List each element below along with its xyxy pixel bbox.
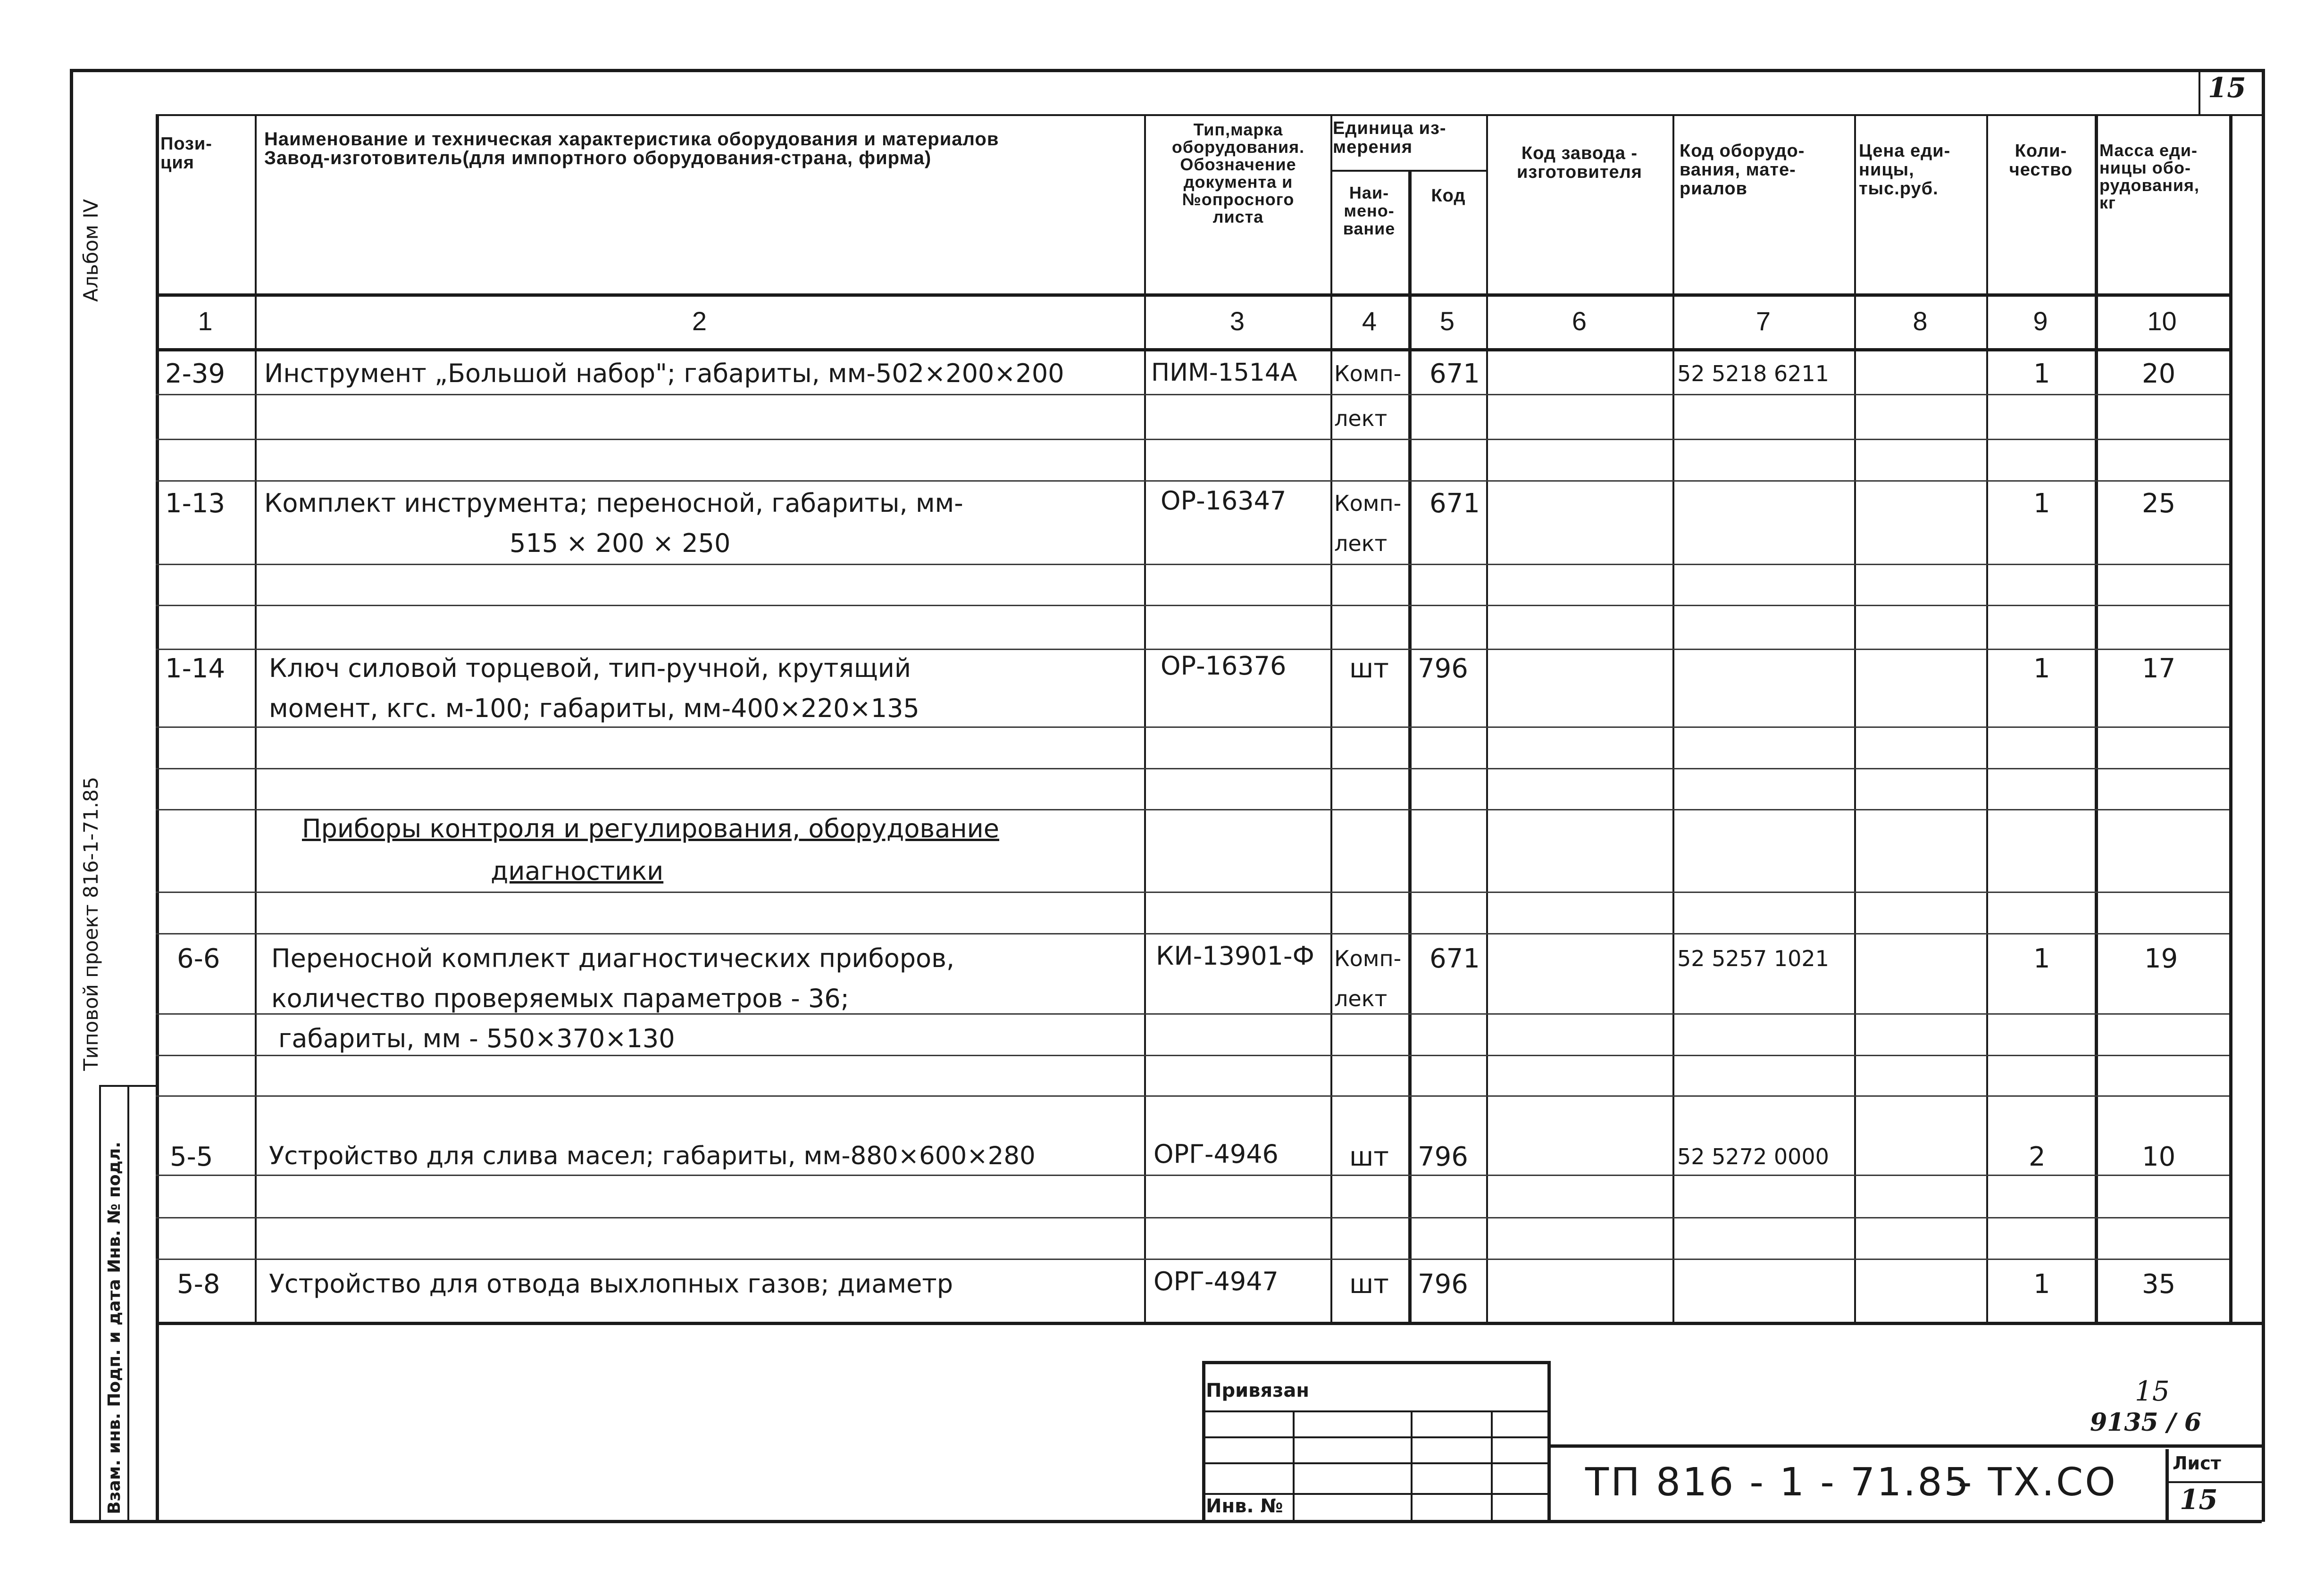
order-number: 9135 / 6: [2090, 1408, 2202, 1437]
row-unit-line: шт: [1349, 1269, 1389, 1300]
row-equipment-code: 52 5218 6211: [1677, 361, 1829, 386]
row-name-line: Переносной комплект диагностических приборов,: [271, 943, 955, 973]
row-name-line: Комплект инструмента; переносной, габариты, мм-: [264, 488, 963, 518]
row-unit-line: Комп-: [1334, 491, 1402, 516]
sheet-number-top: 15: [2135, 1375, 2170, 1407]
bound-label: Привязан: [1206, 1380, 1310, 1401]
row-type: КИ-13901-Ф: [1156, 941, 1314, 971]
column-number: 3: [1229, 306, 1245, 336]
column-number: 7: [1756, 306, 1771, 336]
row-name-line: Устройство для отвода выхлопных газов; диаметр: [269, 1269, 953, 1299]
row-name-line: 515 × 200 × 250: [510, 528, 731, 558]
row-quantity: 1: [2033, 653, 2050, 684]
row-quantity: 1: [2033, 488, 2050, 519]
row-mass: 17: [2142, 653, 2176, 684]
row-mass: 10: [2142, 1142, 2176, 1172]
row-unit-line: шт: [1349, 653, 1389, 684]
column-number: 6: [1572, 306, 1587, 336]
row-type: ОРГ-4947: [1154, 1267, 1279, 1296]
row-mass: 20: [2142, 359, 2176, 389]
row-name-line: Ключ силовой торцевой, тип-ручной, крутящий: [269, 653, 911, 683]
row-name-line: количество проверяемых параметров - 36;: [271, 984, 849, 1013]
row-type: ОР-16376: [1161, 651, 1287, 681]
header-type: Тип,марка оборудования. Обозначение документа и №опросного листа: [1171, 120, 1305, 226]
sheet-label: Лист: [2173, 1453, 2221, 1474]
sheet-value: 15: [2180, 1484, 2218, 1516]
header-unit-mass: Масса еди- ницы обо- рудования, кг: [2099, 141, 2200, 212]
side-stamp-text: Взам. инв. Подп. и дата Инв. № подл.: [105, 1142, 124, 1514]
row-position: 1-13: [165, 488, 226, 519]
row-position: 5-8: [177, 1269, 220, 1300]
row-quantity: 1: [2033, 1269, 2050, 1300]
col-line: [1408, 170, 1412, 1322]
row-quantity: 1: [2033, 359, 2050, 389]
row-quantity: 1: [2033, 943, 2050, 974]
header-unit: Единица из- мерения: [1333, 118, 1446, 157]
row-type: ОРГ-4946: [1154, 1139, 1279, 1169]
row-name-line: Инструмент „Большой набор"; габариты, мм-502×200×200: [264, 359, 1064, 388]
row-unit-line: Комп-: [1334, 946, 1402, 971]
col-line: [2229, 114, 2232, 1322]
row-unit-code: 796: [1418, 653, 1468, 684]
project-label: Типовой проект 816-1-71.85: [79, 776, 102, 1071]
column-number: 8: [1913, 306, 1928, 336]
row-equipment-code: 52 5272 0000: [1677, 1144, 1829, 1169]
header-name: Наименование и техническая характеристика оборудования и материалов Завод-изготовитель(для импортного оборудования-страна, фирма): [264, 129, 999, 168]
row-unit-code: 796: [1418, 1142, 1468, 1172]
column-number: 10: [2147, 306, 2177, 336]
row-position: 6-6: [177, 943, 220, 974]
column-number: 5: [1439, 306, 1455, 336]
row-unit-code: 671: [1430, 943, 1480, 974]
row-equipment-code: 52 5257 1021: [1677, 946, 1829, 971]
row-unit-line: лект: [1334, 531, 1388, 556]
header-unit-price: Цена еди- ницы, тыс.руб.: [1859, 141, 1951, 199]
row-mass: 35: [2142, 1269, 2176, 1300]
header-unit-name: Наи- мено- вание: [1343, 183, 1396, 238]
header-factory-code: Код завода - изготовителя: [1517, 143, 1642, 182]
document-designation-suffix: - ТХ.СО: [1958, 1460, 2117, 1505]
row-unit-line: шт: [1349, 1142, 1389, 1172]
row-name-line: Устройство для слива масел; габариты, мм-880×600×280: [269, 1142, 1036, 1170]
row-position: 5-5: [170, 1142, 213, 1172]
row-unit-line: лект: [1334, 406, 1388, 431]
row-mass: 25: [2142, 488, 2176, 519]
header-quantity: Коли- чество: [2009, 141, 2073, 180]
section-heading-line: диагностики: [491, 856, 664, 886]
header-equipment-code: Код оборудо- вания, мате- риалов: [1680, 141, 1805, 199]
row-unit-code: 671: [1430, 359, 1480, 389]
row-type: ПИМ-1514А: [1151, 359, 1297, 387]
row-name-line: момент, кгс. м-100; габариты, мм-400×220×135: [269, 693, 920, 723]
inventory-label: Инв. №: [1206, 1495, 1283, 1517]
column-number: 1: [198, 306, 213, 336]
row-unit-code: 671: [1430, 488, 1480, 519]
document-designation: ТП 816 - 1 - 71.85: [1585, 1460, 1971, 1505]
row-name-line: габариты, мм - 550×370×130: [278, 1024, 675, 1053]
row-position: 2-39: [165, 359, 226, 389]
header-unit-code: Код: [1431, 186, 1466, 206]
row-quantity: 2: [2029, 1142, 2046, 1172]
album-label: Альбом IV: [79, 199, 102, 302]
corner-page-number: 15: [2208, 72, 2246, 104]
header-position: Пози- ция: [160, 134, 212, 173]
row-unit-line: Комп-: [1334, 361, 1402, 386]
row-mass: 19: [2144, 943, 2178, 974]
column-number: 4: [1362, 306, 1377, 336]
row-type: ОР-16347: [1161, 486, 1287, 516]
row-position: 1-14: [165, 653, 226, 684]
row-unit-line: лект: [1334, 986, 1388, 1011]
column-number: 9: [2033, 306, 2048, 336]
row-unit-code: 796: [1418, 1269, 1468, 1300]
column-number: 2: [692, 306, 707, 336]
section-heading-line: Приборы контроля и регулирования, оборудование: [302, 814, 999, 843]
